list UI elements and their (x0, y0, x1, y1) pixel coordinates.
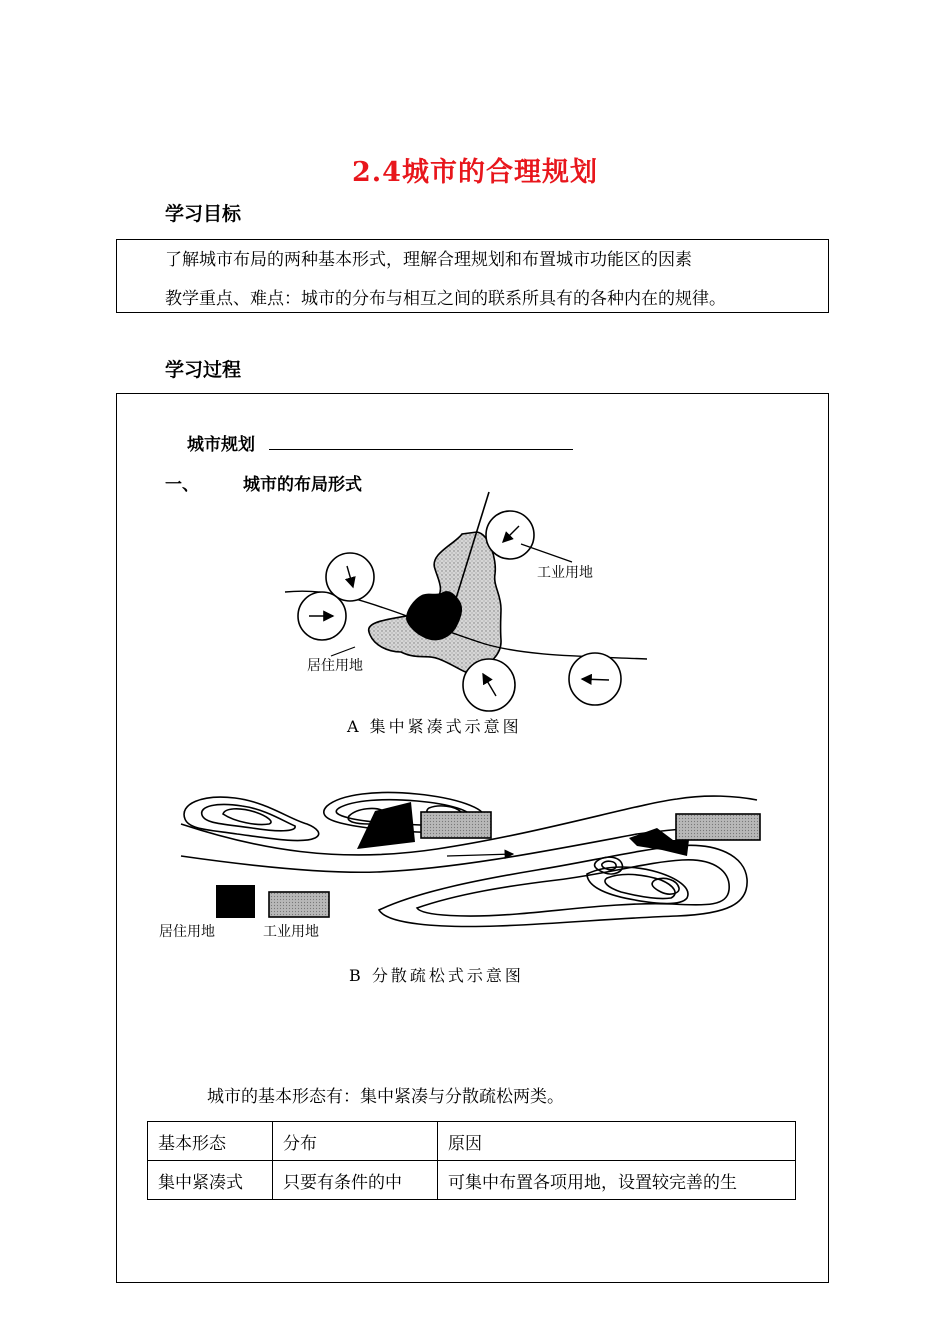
table-cell: 只要有条件的中 (273, 1161, 438, 1200)
table-header-row (148, 1122, 796, 1161)
figure-b-caption: B 分散疏松式示意图 (349, 966, 524, 985)
table-row (148, 1161, 796, 1200)
city-forms-paragraph: 城市的基本形态有：集中紧凑与分散疏松两类。 (207, 1087, 564, 1107)
city-forms-table (147, 1121, 796, 1200)
table-cell: 可集中布置各项用地，设置较完善的生 (438, 1161, 796, 1200)
objectives-box (116, 239, 829, 313)
table-header-cell: 基本形态 (148, 1122, 273, 1161)
table-cell: 集中紧凑式 (148, 1161, 273, 1200)
industrial-block (421, 812, 491, 838)
table-header-cell: 分布 (273, 1122, 438, 1161)
river-flow-arrow (447, 854, 513, 856)
process-heading: 学习过程 (165, 359, 242, 381)
objectives-line-2: 教学重点、难点：城市的分布与相互之间的联系所具有的各种内在的规律。 (165, 289, 726, 309)
page-title: 2.4城市的合理规划 (352, 157, 598, 188)
table-header-cell: 原因 (438, 1122, 796, 1161)
residential-legend-swatch (216, 885, 255, 918)
figure-a-compact-layout (285, 492, 647, 736)
city-planning-label: 城市规划 (187, 435, 255, 455)
figure-b-industrial-label: 工业用地 (263, 924, 319, 940)
objectives-line-1: 了解城市布局的两种基本形式，理解合理规划和布置城市功能区的因素 (165, 250, 692, 270)
figure-a-industrial-label: 工业用地 (537, 565, 593, 581)
figure-b-residential-label: 居住用地 (159, 924, 215, 940)
contour-line (417, 860, 729, 916)
layout-diagrams (117, 394, 828, 1014)
industrial-block (676, 814, 760, 840)
industrial-legend-swatch (269, 892, 329, 917)
contour-line (202, 804, 295, 830)
section-title: 城市的布局形式 (243, 475, 362, 495)
objectives-heading: 学习目标 (165, 203, 242, 225)
process-box (116, 393, 829, 1283)
figure-a-caption: A 集中紧凑式示意图 (347, 717, 522, 736)
section-number: 一、 (165, 475, 199, 495)
figure-a-residential-label: 居住用地 (307, 658, 363, 674)
